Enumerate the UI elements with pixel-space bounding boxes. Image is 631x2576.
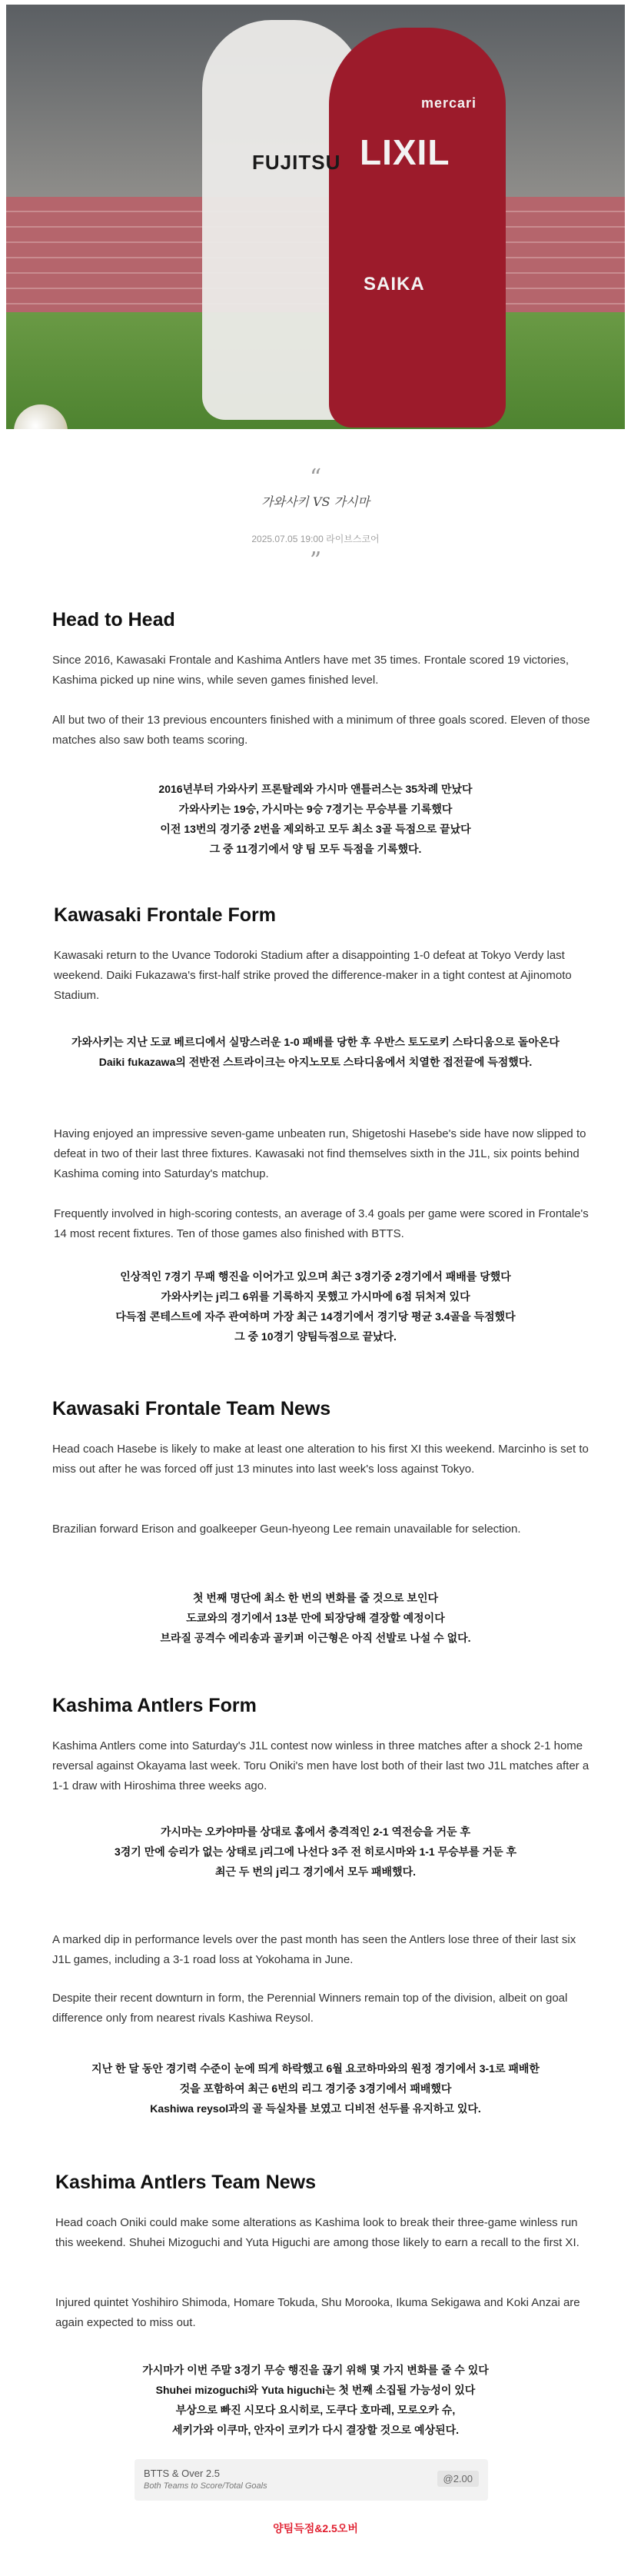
h2h-korean-line: 이전 13번의 경기중 2번을 제외하고 모두 최소 3골 득점으로 끝났다 <box>160 823 471 835</box>
kashima-form-paragraph-3: Despite their recent downturn in form, the Perennial Winners remain top of the division, albeit on goal difference only from nearest rivals Kashiwa Reysol. <box>52 1992 568 2025</box>
kashima-form-korean-line: Kashiwa reysol과의 골 득실차를 보였고 디비전 선두를 유지하고 있다. <box>150 2102 481 2115</box>
kawasaki-form-korean-line: 인상적인 7경기 무패 행진을 이어가고 있으며 최근 3경기중 2경기에서 패배를 당했다 <box>120 1270 511 1283</box>
h2h-korean-line: 가와사키는 19승, 가시마는 9승 7경기는 무승부를 기록했다 <box>178 803 453 815</box>
sponsor-logo-saika: SAIKA <box>364 274 425 295</box>
kashima-form-korean-line: 3경기 만에 승리가 없는 상태로 j리그에 나선다 3주 전 히로시마와 1-1 무승부를 거둔 후 <box>114 1845 517 1858</box>
kawasaki-news-paragraph-1: Head coach Hasebe is likely to make at least one alteration to his first XI this weekend. Marcinho is set to miss out after he was forced off just 13 minutes into last week's loss against Tokyo. <box>52 1443 589 1476</box>
kashima-news-korean-line: 가시마가 이번 주말 3경기 무승 행진을 끊기 위해 몇 가지 변화를 줄 수 있다 <box>142 2364 489 2376</box>
kashima-news-korean-line: 부상으로 빠진 시모다 요시히로, 도쿠다 호마레, 모로오카 슈, <box>175 2404 456 2416</box>
hero-photo <box>6 5 625 429</box>
kashima-news-paragraph-2: Injured quintet Yoshihiro Shimoda, Homare Tokuda, Shu Morooka, Ikuma Sekigawa and Koki Anzai are again expected to miss out. <box>55 2296 580 2329</box>
kashima-form-korean-line: 가시마는 오카야마를 상대로 홈에서 충격적인 2-1 역전승을 거둔 후 <box>161 1825 470 1838</box>
section-title-kawasaki-news: Kawasaki Frontale Team News <box>52 1398 331 1419</box>
odds-card[interactable] <box>135 2459 488 2501</box>
odds-market-subtitle: Both Teams to Score/Total Goals <box>144 2481 267 2491</box>
sponsor-logo-lixil: LIXIL <box>360 132 450 172</box>
odds-price-badge[interactable]: @2.00 <box>437 2471 480 2487</box>
h2h-korean-line: 2016년부터 가와사키 프론탈레와 가시마 앤틀러스는 35차례 만났다 <box>158 783 473 795</box>
kawasaki-form-korean-line: 그 중 10경기 양팀득점으로 끝났다. <box>234 1330 397 1343</box>
kawasaki-form-korean-line: Daiki fukazawa의 전반전 스트라이크는 아지노모토 스타디움에서 치열한 접전끝에 득점했다. <box>98 1056 533 1068</box>
kashima-form-korean-line: 최근 두 번의 j리그 경기에서 모두 패배했다. <box>214 1865 417 1878</box>
kashima-form-korean-line: 것을 포함하여 최근 6번의 리그 경기중 3경기에서 패배했다 <box>179 2082 452 2095</box>
kawasaki-news-korean-line: 브라질 공격수 에리송과 골키퍼 이근형은 아직 선발로 나설 수 없다. <box>160 1632 471 1644</box>
matchup-title: 가와사키 VS 가시마 <box>261 494 370 509</box>
h2h-paragraph-2: All but two of their 13 previous encounters finished with a minimum of three goals scored. Eleven of those matches also saw both teams scoring. <box>52 714 590 747</box>
section-title-kashima-news: Kashima Antlers Team News <box>55 2172 317 2193</box>
section-title-h2h: Head to Head <box>52 609 175 631</box>
sponsor-logo-fujitsu: FUJITSU <box>252 151 341 174</box>
kashima-news-korean-line: Shuhei mizoguchi와 Yuta higuchi는 첫 번째 소집될 가능성이 있다 <box>155 2384 476 2396</box>
quote-open-icon: “ <box>309 464 322 491</box>
odds-market-name: BTTS & Over 2.5 <box>144 2468 220 2479</box>
betting-pick: 양팀득점&2.5오버 <box>273 2522 358 2534</box>
kawasaki-form-paragraph-2: Having enjoyed an impressive seven-game unbeaten run, Shigetoshi Hasebe's side have now slipped to defeat in two of their last three fixtures. Kawasaki not find themselves sixth in the J1L, six points behind Kashima coming into Saturday's matchup. <box>54 1127 586 1180</box>
kashima-form-paragraph-2: A marked dip in performance levels over the past month has seen the Antlers lose three of their last six J1L games, including a 3-1 road loss at Yokohama in June. <box>52 1933 576 1966</box>
kashima-form-paragraph-1: Kashima Antlers come into Saturday's J1L contest now winless in three matches after a shock 2-1 home reversal against Okayama last week. Toru Oniki's men have lost both of their last two J1L matches after a 1-1 draw with Hiroshima three weeks ago. <box>52 1739 589 1792</box>
h2h-paragraph-1: Since 2016, Kawasaki Frontale and Kashima Antlers have met 35 times. Frontale scored 19 victories, Kashima picked up nine wins, while seven games finished level. <box>52 654 570 687</box>
kashima-news-paragraph-1: Head coach Oniki could make some alterations as Kashima look to break their three-game winless run this weekend. Shuhei Mizoguchi and Yuta Higuchi are among those likely to earn a recall to the first XI. <box>55 2216 580 2249</box>
kawasaki-form-paragraph-1: Kawasaki return to the Uvance Todoroki Stadium after a disappointing 1-0 defeat at Tokyo Verdy last weekend. Daiki Fukazawa's first-half strike proved the difference-maker in a tight contest at Ajinomoto Stadium. <box>54 949 572 1002</box>
kashima-form-korean-line: 지난 한 달 동안 경기력 수준이 눈에 띄게 하락했고 6월 요코하마와의 원정 경기에서 3-1로 패배한 <box>91 2062 540 2075</box>
kashima-news-korean-line: 세키가와 이쿠마, 안자이 코키가 다시 결장할 것으로 예상된다. <box>171 2424 460 2436</box>
kawasaki-form-korean-line: 다득점 콘테스트에 자주 관여하며 가장 최근 14경기에서 경기당 평균 3.4골을 득점했다 <box>115 1310 516 1323</box>
player-antlers <box>329 28 506 428</box>
quote-close-icon: ” <box>309 547 322 574</box>
kawasaki-news-korean-line: 도쿄와의 경기에서 13분 만에 퇴장당해 결장할 예정이다 <box>186 1612 445 1624</box>
section-title-kawasaki-form: Kawasaki Frontale Form <box>54 904 276 926</box>
section-title-kashima-form: Kashima Antlers Form <box>52 1695 257 1716</box>
kawasaki-form-korean-line: 가와사키는 j리그 6위를 기록하지 못했고 가시마에 6점 뒤처져 있다 <box>161 1290 470 1303</box>
match-meta: 2025.07.05 19:00 라이브스코어 <box>251 534 380 544</box>
h2h-korean-line: 그 중 11경기에서 양 팀 모두 득점을 기록했다. <box>209 843 422 855</box>
sponsor-logo-mercari: mercari <box>421 95 477 111</box>
kawasaki-news-paragraph-2: Brazilian forward Erison and goalkeeper Geun-hyeong Lee remain unavailable for selection. <box>52 1523 521 1536</box>
kawasaki-news-korean-line: 첫 번째 명단에 최소 한 번의 변화를 줄 것으로 보인다 <box>192 1592 438 1604</box>
kawasaki-form-korean-line: 가와사키는 지난 도쿄 베르디에서 실망스러운 1-0 패배를 당한 후 우반스 토도로키 스타디움으로 돌아온다 <box>71 1036 560 1048</box>
kawasaki-form-paragraph-3: Frequently involved in high-scoring contests, an average of 3.4 goals per game were scored in Frontale's 14 most recent fixtures. Ten of those games also finished with BTTS. <box>54 1207 589 1240</box>
